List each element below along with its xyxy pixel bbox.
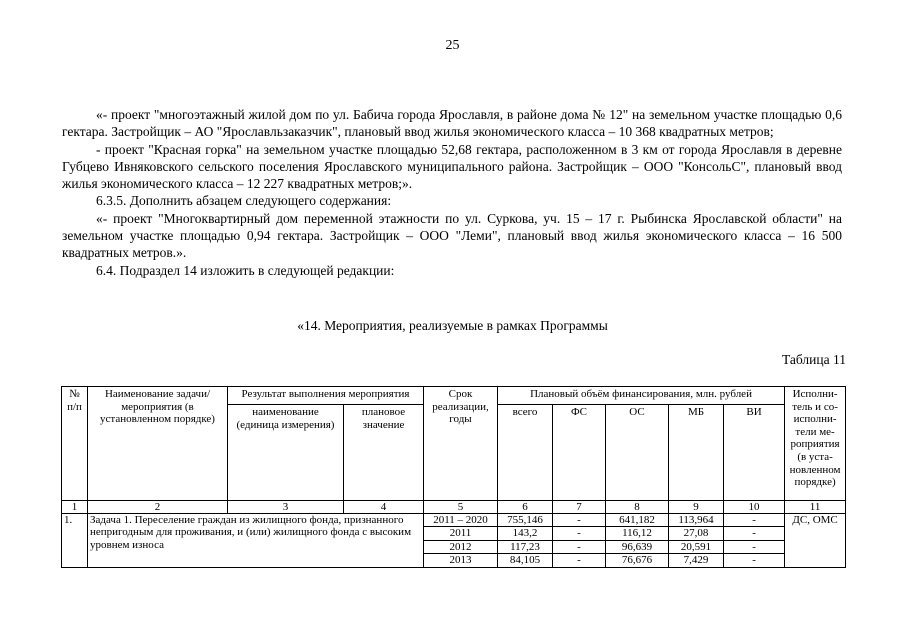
table-row — [62, 514, 846, 527]
header-result: Результат выполнения мероприятия — [228, 387, 424, 405]
header-vi: ВИ — [724, 405, 785, 501]
fs-cell: - — [553, 540, 606, 553]
fs-cell: - — [553, 514, 606, 527]
term-cell: 2011 – 2020 — [424, 514, 498, 527]
total-cell: 143,2 — [498, 527, 553, 540]
mb-cell: 7,429 — [669, 554, 724, 567]
os-cell: 76,676 — [606, 554, 669, 567]
fs-cell: - — [553, 554, 606, 567]
column-number: 4 — [344, 501, 424, 514]
header-os: ОС — [606, 405, 669, 501]
paragraph-3: 6.3.5. Дополнить абзацем следующего содержания: — [96, 193, 392, 209]
column-number: 6 — [498, 501, 553, 514]
header-total: всего — [498, 405, 553, 501]
total-cell: 84,105 — [498, 554, 553, 567]
os-cell: 116,12 — [606, 527, 669, 540]
header-mb: МБ — [669, 405, 724, 501]
header-name: Наименование задачи/мероприятия (в установленном порядке) — [88, 387, 228, 501]
os-cell: 641,182 — [606, 514, 669, 527]
mb-cell: 20,591 — [669, 540, 724, 553]
column-number: 7 — [553, 501, 606, 514]
vi-cell: - — [724, 527, 785, 540]
paragraph-1: «- проект "многоэтажный жилой дом по ул. Бабича города Ярославля, в районе дома № 12" на земельном участке площадью 0,6 гектара. Застройщик – АО "Ярославльзаказчик", плановый ввод жилья экономического класса – 10 368 квадратных метров; — [62, 107, 842, 140]
term-cell: 2012 — [424, 540, 498, 553]
column-number: 5 — [424, 501, 498, 514]
header-executor: Исполни-тель и со-исполни-тели ме-роприятия (в уста-новленном порядке) — [785, 387, 846, 501]
task-num: 1. — [62, 514, 88, 568]
total-cell: 117,23 — [498, 540, 553, 553]
paragraph-4: «- проект "Многоквартирный дом переменной этажности по ул. Суркова, уч. 15 – 17 г. Рыбинска Ярославской области" на земельном участке площадью 0,94 гектара. Застройщик – ООО "Леми", плановый ввод жилья экономического класса – 16 500 квадратных метров.». — [62, 210, 842, 261]
column-number-row — [62, 501, 846, 514]
term-cell: 2013 — [424, 554, 498, 567]
table-label: Таблица 11 — [782, 352, 846, 367]
vi-cell: - — [724, 554, 785, 567]
body-text — [62, 106, 842, 279]
column-number: 10 — [724, 501, 785, 514]
column-number: 8 — [606, 501, 669, 514]
term-cell: 2011 — [424, 527, 498, 540]
vi-cell: - — [724, 514, 785, 527]
mb-cell: 27,08 — [669, 527, 724, 540]
column-number: 1 — [62, 501, 88, 514]
total-cell: 755,146 — [498, 514, 553, 527]
vi-cell: - — [724, 540, 785, 553]
header-num: № п/п — [62, 387, 88, 501]
column-number: 9 — [669, 501, 724, 514]
executor-cell: ДС, ОМС — [785, 514, 846, 568]
task-name: Задача 1. Переселение граждан из жилищного фонда, признанного непригодным для проживания, и (или) жилищного фонда с высоким уровнем износа — [88, 514, 424, 568]
paragraph-5: 6.4. Подраздел 14 изложить в следующей редакции: — [96, 262, 395, 278]
header-result-name: наименование (единица измерения) — [228, 405, 344, 501]
column-number: 3 — [228, 501, 344, 514]
header-fs: ФС — [553, 405, 606, 501]
financing-table — [61, 386, 846, 568]
column-number: 11 — [785, 501, 846, 514]
os-cell: 96,639 — [606, 540, 669, 553]
paragraph-2: - проект "Красная горка" на земельном участке площадью 52,68 гектара, расположенном в 3 км от города Ярославля в деревне Губцево Ивняковского сельского поселения Ярославского муниципального района. Застройщик – ООО "КонсольС", плановый ввод жилья экономического класса – 12 227 квадратных метров;». — [62, 141, 842, 192]
header-funding: Плановый объём финансирования, млн. рублей — [498, 387, 785, 405]
fs-cell: - — [553, 527, 606, 540]
column-number: 2 — [88, 501, 228, 514]
section-title: «14. Мероприятия, реализуемые в рамках Программы — [297, 318, 608, 333]
header-term: Срок реализации, годы — [424, 387, 498, 501]
header-result-value: плановое значение — [344, 405, 424, 501]
page-number: 25 — [445, 38, 460, 53]
mb-cell: 113,964 — [669, 514, 724, 527]
